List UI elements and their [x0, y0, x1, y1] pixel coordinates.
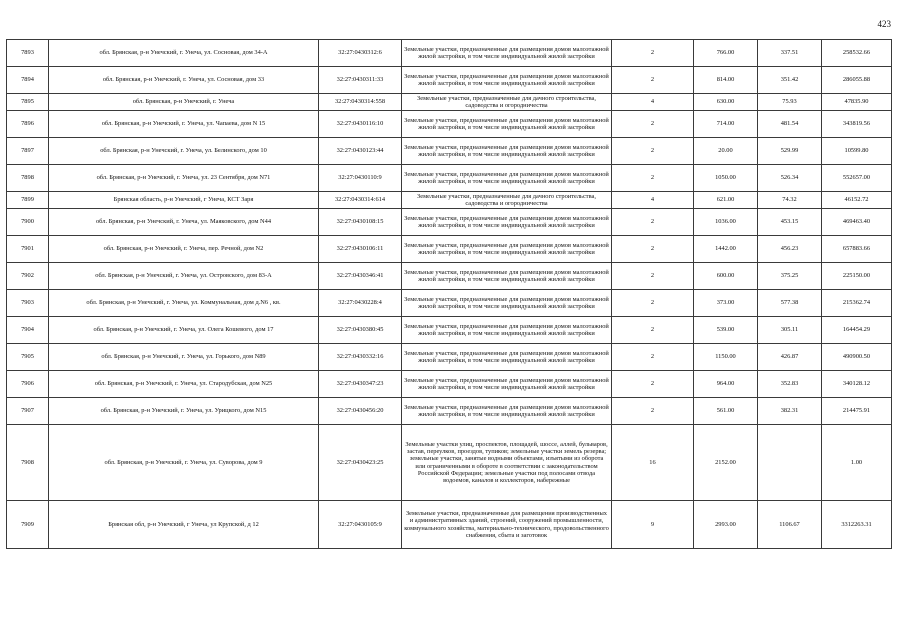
table-row	[7, 165, 892, 192]
area-cell: 600.00	[694, 263, 758, 290]
value-cell: 258532.66	[822, 40, 892, 67]
row-id: 7903	[7, 290, 49, 317]
rate-cell: 352.83	[758, 371, 822, 398]
area-cell: 964.00	[694, 371, 758, 398]
value-cell: 469463.40	[822, 209, 892, 236]
table-row	[7, 501, 892, 549]
group-cell: 2	[612, 165, 694, 192]
table-row	[7, 236, 892, 263]
address-cell: обл. Брянская, р-н Унечский, г. Унеча, ул. Горького, дом N89	[49, 344, 319, 371]
address-cell: обл. Брянская, р-н Унечский, г. Унеча, ул. Коммунальная, дом д.N6 , кв.	[49, 290, 319, 317]
row-id: 7897	[7, 138, 49, 165]
group-cell: 9	[612, 501, 694, 549]
cadastral-number-cell: 32:27:0430108:15	[319, 209, 402, 236]
table-row	[7, 317, 892, 344]
land-use-cell: Земельные участки, предназначенные для размещения домов малоэтажной жилой застройки, в том числе индивидуальной жилой застройки	[402, 40, 612, 67]
table-row	[7, 111, 892, 138]
land-use-cell: Земельные участки, предназначенные для размещения домов малоэтажной жилой застройки, в том числе индивидуальной жилой застройки	[402, 138, 612, 165]
value-cell: 47835.90	[822, 94, 892, 111]
row-id: 7904	[7, 317, 49, 344]
rate-cell: 1106.67	[758, 501, 822, 549]
table-row	[7, 138, 892, 165]
address-cell: Брянская область, р-н Унечский, г Унеча, КСТ Заря	[49, 192, 319, 209]
group-cell: 2	[612, 344, 694, 371]
group-cell: 2	[612, 236, 694, 263]
group-cell: 4	[612, 192, 694, 209]
cadastral-number-cell: 32:27:0430110:9	[319, 165, 402, 192]
land-use-cell: Земельные участки, предназначенные для размещения домов малоэтажной жилой застройки, в том числе индивидуальной жилой застройки	[402, 209, 612, 236]
table-row	[7, 371, 892, 398]
group-cell: 2	[612, 263, 694, 290]
row-id: 7894	[7, 67, 49, 94]
address-cell: обл. Брянская, р-н Унечский, г. Унеча	[49, 94, 319, 111]
value-cell: 286055.88	[822, 67, 892, 94]
value-cell: 164454.29	[822, 317, 892, 344]
group-cell: 2	[612, 67, 694, 94]
rate-cell: 577.38	[758, 290, 822, 317]
value-cell: 215362.74	[822, 290, 892, 317]
rate-cell: 351.42	[758, 67, 822, 94]
page-number: 423	[877, 19, 891, 29]
group-cell: 2	[612, 138, 694, 165]
table-row	[7, 67, 892, 94]
land-use-cell: Земельные участки, предназначенные для размещения домов малоэтажной жилой застройки, в том числе индивидуальной жилой застройки	[402, 317, 612, 344]
land-use-cell: Земельные участки, предназначенные для дачного строительства, садоводства и огородничества	[402, 94, 612, 111]
rate-cell: 305.11	[758, 317, 822, 344]
row-id: 7898	[7, 165, 49, 192]
rate-cell: 74.32	[758, 192, 822, 209]
area-cell: 1150.00	[694, 344, 758, 371]
value-cell: 552657.00	[822, 165, 892, 192]
group-cell: 2	[612, 317, 694, 344]
value-cell: 10599.80	[822, 138, 892, 165]
cadastral-number-cell: 32:27:0430106:11	[319, 236, 402, 263]
row-id: 7908	[7, 425, 49, 501]
cadastral-number-cell: 32:27:0430456:20	[319, 398, 402, 425]
row-id: 7901	[7, 236, 49, 263]
value-cell: 340128.12	[822, 371, 892, 398]
value-cell: 3312263.31	[822, 501, 892, 549]
land-use-cell: Земельные участки, предназначенные для размещения производственных и административных зданий, строений, сооружений промышленности, коммунального хозяйства, материально-технического, продовольственного снабжения, сбыта и заготовок	[402, 501, 612, 549]
land-use-cell: Земельные участки, предназначенные для размещения домов малоэтажной жилой застройки, в том числе индивидуальной жилой застройки	[402, 371, 612, 398]
address-cell: обл. Брянская, р-н Унечский, г. Унеча, ул. Суворова, дом 9	[49, 425, 319, 501]
address-cell: обл. Брянская, р-н Унечский, г. Унеча, ул. Урицкого, дом N15	[49, 398, 319, 425]
group-cell: 2	[612, 40, 694, 67]
land-use-cell: Земельные участки, предназначенные для размещения домов малоэтажной жилой застройки, в том числе индивидуальной жилой застройки	[402, 290, 612, 317]
area-cell: 539.00	[694, 317, 758, 344]
rate-cell: 526.34	[758, 165, 822, 192]
address-cell: обл. Брянская, р-н Унечский, г. Унеча, ул. Островского, дом 83-А	[49, 263, 319, 290]
table-row	[7, 94, 892, 111]
area-cell: 20.00	[694, 138, 758, 165]
group-cell: 4	[612, 94, 694, 111]
table-row	[7, 344, 892, 371]
address-cell: обл. Брянская, р-н Унечский, г. Унеча, ул. 23 Сентября, дом N71	[49, 165, 319, 192]
rate-cell: 75.93	[758, 94, 822, 111]
row-id: 7893	[7, 40, 49, 67]
group-cell: 2	[612, 209, 694, 236]
rate-cell: 375.25	[758, 263, 822, 290]
table-row	[7, 398, 892, 425]
cadastral-number-cell: 32:27:0430311:33	[319, 67, 402, 94]
area-cell: 714.00	[694, 111, 758, 138]
table-row	[7, 192, 892, 209]
cadastral-number-cell: 32:27:0430312:6	[319, 40, 402, 67]
table-row	[7, 209, 892, 236]
group-cell: 2	[612, 371, 694, 398]
rate-cell: 456.23	[758, 236, 822, 263]
land-use-cell: Земельные участки, предназначенные для размещения домов малоэтажной жилой застройки, в том числе индивидуальной жилой застройки	[402, 111, 612, 138]
address-cell: обл. Брянская, р-н Унечский, г. Унеча, ул. Стародубская, дом N25	[49, 371, 319, 398]
area-cell: 1036.00	[694, 209, 758, 236]
area-cell: 630.00	[694, 94, 758, 111]
address-cell: обл. Брянская, р-н Унечский, г. Унеча, ул. Сосновая, дом 34-А	[49, 40, 319, 67]
row-id: 7895	[7, 94, 49, 111]
land-use-cell: Земельные участки, предназначенные для размещения домов малоэтажной жилой застройки, в том числе индивидуальной жилой застройки	[402, 165, 612, 192]
value-cell: 490900.50	[822, 344, 892, 371]
area-cell: 1442.00	[694, 236, 758, 263]
cadastral-number-cell: 32:27:0430116:10	[319, 111, 402, 138]
row-id: 7896	[7, 111, 49, 138]
cadastral-number-cell: 32:27:0430314:614	[319, 192, 402, 209]
cadastral-number-cell: 32:27:0430346:41	[319, 263, 402, 290]
area-cell: 814.00	[694, 67, 758, 94]
cadastral-number-cell: 32:27:0430228:4	[319, 290, 402, 317]
land-use-cell: Земельные участки, предназначенные для дачного строительства, садоводства и огородничества	[402, 192, 612, 209]
rate-cell: 337.51	[758, 40, 822, 67]
area-cell: 561.00	[694, 398, 758, 425]
table-row	[7, 290, 892, 317]
cadastral-number-cell: 32:27:0430314:558	[319, 94, 402, 111]
value-cell: 225150.00	[822, 263, 892, 290]
land-use-cell: Земельные участки, предназначенные для размещения домов малоэтажной жилой застройки, в том числе индивидуальной жилой застройки	[402, 263, 612, 290]
group-cell: 2	[612, 290, 694, 317]
land-use-cell: Земельные участки, предназначенные для размещения домов малоэтажной жилой застройки, в том числе индивидуальной жилой застройки	[402, 67, 612, 94]
row-id: 7900	[7, 209, 49, 236]
area-cell: 766.00	[694, 40, 758, 67]
group-cell: 2	[612, 111, 694, 138]
cadastral-number-cell: 32:27:0430347:23	[319, 371, 402, 398]
cadastral-number-cell: 32:27:0430105:9	[319, 501, 402, 549]
row-id: 7909	[7, 501, 49, 549]
area-cell: 2152.00	[694, 425, 758, 501]
rate-cell: 426.87	[758, 344, 822, 371]
land-use-cell: Земельные участки, предназначенные для размещения домов малоэтажной жилой застройки, в том числе индивидуальной жилой застройки	[402, 236, 612, 263]
row-id: 7905	[7, 344, 49, 371]
row-id: 7907	[7, 398, 49, 425]
table-row	[7, 40, 892, 67]
area-cell: 2993.00	[694, 501, 758, 549]
value-cell: 46152.72	[822, 192, 892, 209]
land-use-cell: Земельные участки, предназначенные для размещения домов малоэтажной жилой застройки, в том числе индивидуальной жилой застройки	[402, 344, 612, 371]
row-id: 7906	[7, 371, 49, 398]
group-cell: 2	[612, 398, 694, 425]
rate-cell: 481.54	[758, 111, 822, 138]
rate-cell: 453.15	[758, 209, 822, 236]
cadastral-number-cell: 32:27:0430123:44	[319, 138, 402, 165]
table-row	[7, 263, 892, 290]
value-cell: 214475.91	[822, 398, 892, 425]
value-cell: 657883.66	[822, 236, 892, 263]
address-cell: обл. Брянская, р-н Унечский, г. Унеча, ул. Белинского, дом 10	[49, 138, 319, 165]
address-cell: обл. Брянская, р-н Унечский, г. Унеча, пер. Речной, дом N2	[49, 236, 319, 263]
area-cell: 621.00	[694, 192, 758, 209]
address-cell: обл. Брянская, р-н Унечский, г. Унеча, ул. Чапаева, дом N 15	[49, 111, 319, 138]
row-id: 7899	[7, 192, 49, 209]
cadastral-number-cell: 32:27:0430380:45	[319, 317, 402, 344]
address-cell: обл. Брянская, р-н Унечский, г. Унеча, ул. Сосновая, дом 33	[49, 67, 319, 94]
value-cell: 1.00	[822, 425, 892, 501]
land-use-cell: Земельные участки улиц, проспектов, площадей, шоссе, аллей, бульваров, застав, переулков, проездов, тупиков; земельные участки земель резерва; земельные участки, занятые водными объектами, изъятыми из оборота или ограниченными в обороте в соответствии с законодательством Российской Федерации; земельные участки под полосами отвода водоемов, каналов и коллекторов, набережные	[402, 425, 612, 501]
group-cell: 16	[612, 425, 694, 501]
land-use-cell: Земельные участки, предназначенные для размещения домов малоэтажной жилой застройки, в том числе индивидуальной жилой застройки	[402, 398, 612, 425]
address-cell: обл. Брянская, р-н Унечский, г. Унеча, ул. Маяковского, дом N44	[49, 209, 319, 236]
cadastral-value-table	[6, 39, 892, 549]
row-id: 7902	[7, 263, 49, 290]
value-cell: 343819.56	[822, 111, 892, 138]
address-cell: обл. Брянская, р-н Унечский, г. Унеча, ул. Олега Кошевого, дом 17	[49, 317, 319, 344]
table-row	[7, 425, 892, 501]
rate-cell	[758, 425, 822, 501]
address-cell: Брянская обл, р-н Унечский, г Унеча, ул Крупской, д 12	[49, 501, 319, 549]
cadastral-number-cell: 32:27:0430423:25	[319, 425, 402, 501]
rate-cell: 529.99	[758, 138, 822, 165]
cadastral-number-cell: 32:27:0430332:16	[319, 344, 402, 371]
area-cell: 1050.00	[694, 165, 758, 192]
area-cell: 373.00	[694, 290, 758, 317]
rate-cell: 382.31	[758, 398, 822, 425]
